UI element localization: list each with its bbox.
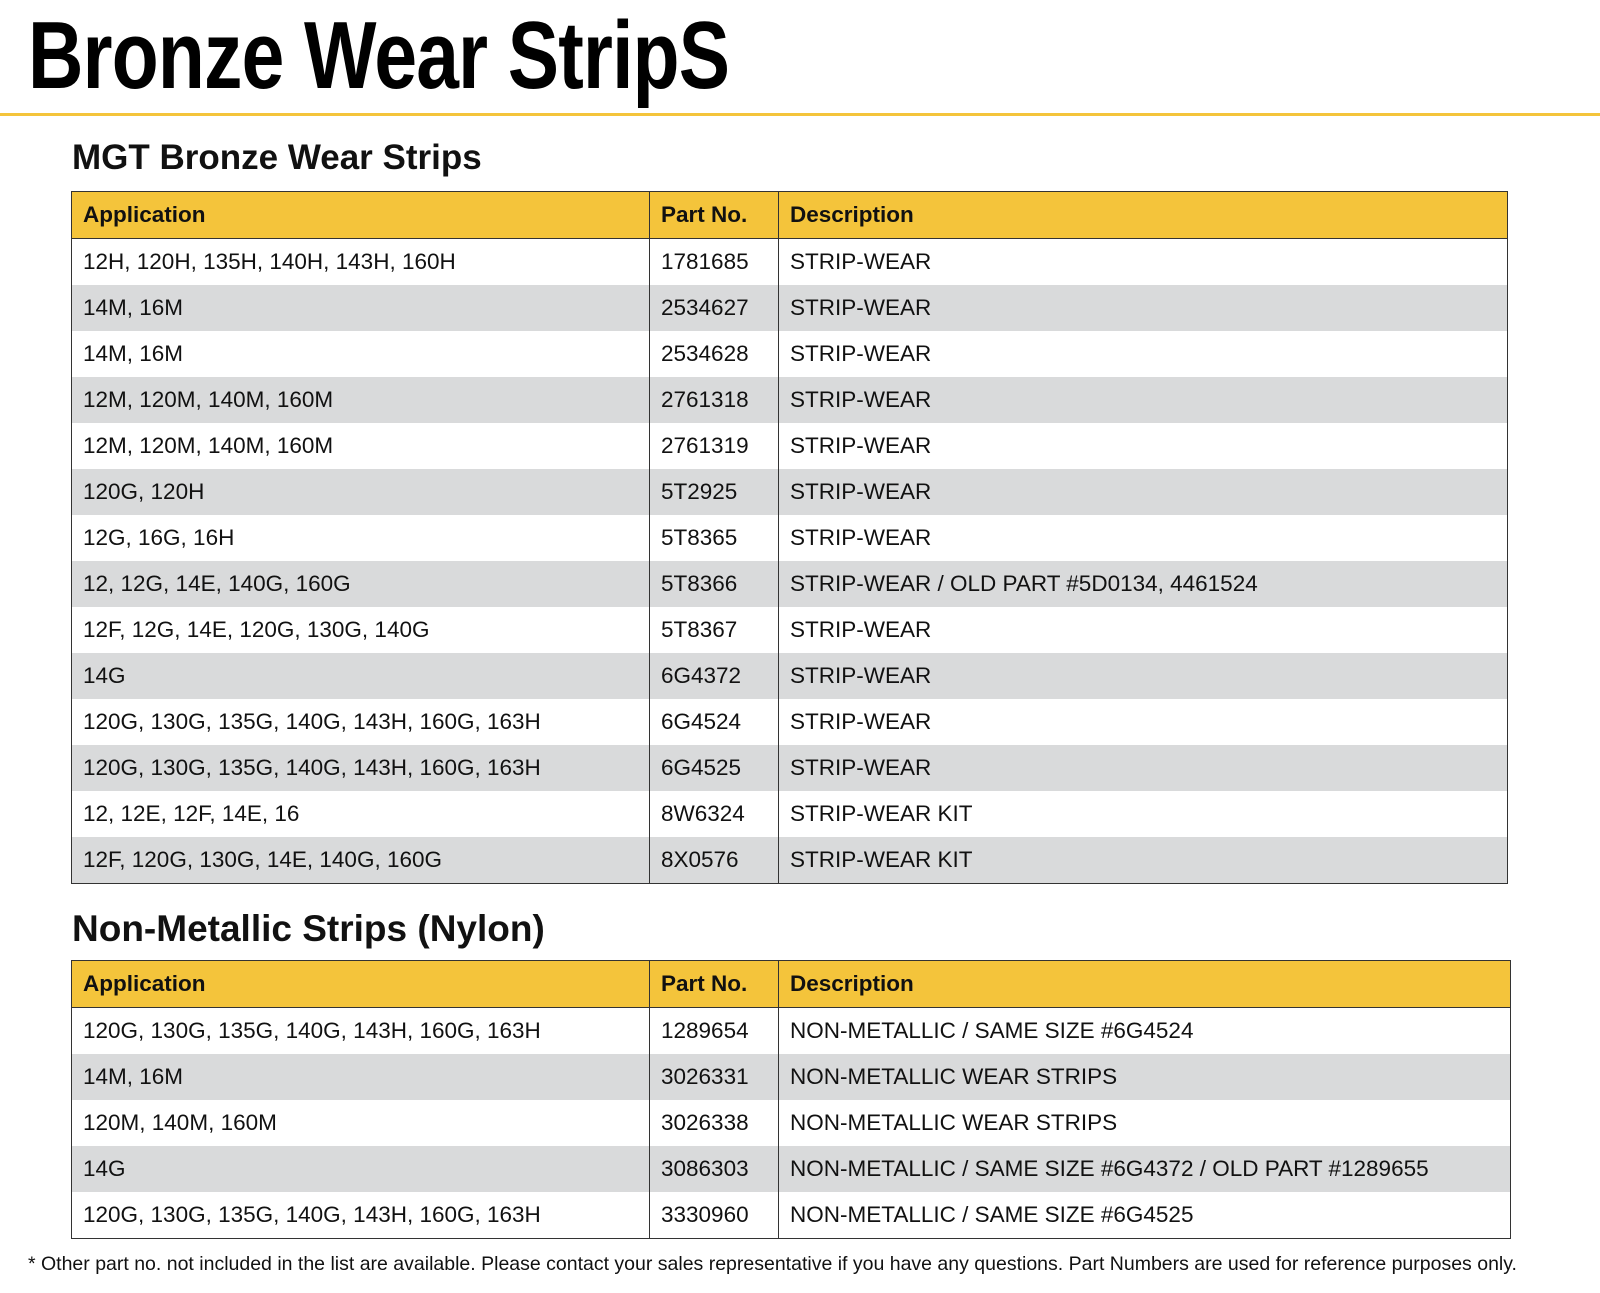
cell-description: NON-METALLIC / SAME SIZE #6G4524 <box>779 1008 1511 1055</box>
cell-application: 120M, 140M, 160M <box>72 1100 650 1146</box>
column-header-description: Description <box>779 192 1508 239</box>
title-divider <box>0 113 1600 116</box>
table-row <box>72 1008 1511 1055</box>
cell-application: 12M, 120M, 140M, 160M <box>72 423 650 469</box>
cell-application: 120G, 120H <box>72 469 650 515</box>
nylon-section-heading: Non-Metallic Strips (Nylon) <box>72 908 545 949</box>
cell-part-no: 6G4525 <box>650 745 779 791</box>
cell-description: STRIP-WEAR <box>779 239 1508 286</box>
cell-part-no: 8X0576 <box>650 837 779 884</box>
column-header-part-no: Part No. <box>650 961 779 1008</box>
cell-application: 120G, 130G, 135G, 140G, 143H, 160G, 163H <box>72 745 650 791</box>
table-row <box>72 745 1508 791</box>
table-row <box>72 837 1508 884</box>
table-row <box>72 515 1508 561</box>
table-row <box>72 1100 1511 1146</box>
cell-description: STRIP-WEAR <box>779 515 1508 561</box>
mgt-section-heading: MGT Bronze Wear Strips <box>72 138 482 177</box>
cell-description: STRIP-WEAR <box>779 331 1508 377</box>
cell-description: STRIP-WEAR <box>779 377 1508 423</box>
cell-description: STRIP-WEAR <box>779 423 1508 469</box>
cell-application: 12, 12E, 12F, 14E, 16 <box>72 791 650 837</box>
cell-application: 120G, 130G, 135G, 140G, 143H, 160G, 163H <box>72 1008 650 1055</box>
cell-application: 12H, 120H, 135H, 140H, 143H, 160H <box>72 239 650 286</box>
cell-description: STRIP-WEAR <box>779 699 1508 745</box>
nylon-parts-table <box>71 960 1511 1239</box>
page-title: Bronze Wear StripS <box>28 2 730 109</box>
cell-description: STRIP-WEAR KIT <box>779 837 1508 884</box>
table-row <box>72 331 1508 377</box>
cell-part-no: 3330960 <box>650 1192 779 1239</box>
table-row <box>72 1146 1511 1192</box>
cell-application: 120G, 130G, 135G, 140G, 143H, 160G, 163H <box>72 699 650 745</box>
cell-application: 14G <box>72 1146 650 1192</box>
cell-application: 12, 12G, 14E, 140G, 160G <box>72 561 650 607</box>
cell-part-no: 1781685 <box>650 239 779 286</box>
table-row <box>72 561 1508 607</box>
table-header-row <box>72 961 1511 1008</box>
cell-description: NON-METALLIC / SAME SIZE #6G4525 <box>779 1192 1511 1239</box>
table-row <box>72 239 1508 286</box>
column-header-description: Description <box>779 961 1511 1008</box>
cell-part-no: 2761318 <box>650 377 779 423</box>
cell-part-no: 2534627 <box>650 285 779 331</box>
column-header-part-no: Part No. <box>650 192 779 239</box>
cell-part-no: 6G4372 <box>650 653 779 699</box>
cell-description: NON-METALLIC / SAME SIZE #6G4372 / OLD PART #1289655 <box>779 1146 1511 1192</box>
table-row <box>72 377 1508 423</box>
cell-application: 14G <box>72 653 650 699</box>
cell-part-no: 8W6324 <box>650 791 779 837</box>
cell-description: STRIP-WEAR KIT <box>779 791 1508 837</box>
cell-description: NON-METALLIC WEAR STRIPS <box>779 1054 1511 1100</box>
column-header-application: Application <box>72 192 650 239</box>
cell-application: 12F, 12G, 14E, 120G, 130G, 140G <box>72 607 650 653</box>
cell-part-no: 2534628 <box>650 331 779 377</box>
cell-part-no: 5T8367 <box>650 607 779 653</box>
cell-description: STRIP-WEAR <box>779 745 1508 791</box>
cell-description: STRIP-WEAR <box>779 607 1508 653</box>
cell-part-no: 5T2925 <box>650 469 779 515</box>
mgt-parts-table <box>71 191 1508 884</box>
table-row <box>72 791 1508 837</box>
cell-description: NON-METALLIC WEAR STRIPS <box>779 1100 1511 1146</box>
table-row <box>72 285 1508 331</box>
cell-part-no: 6G4524 <box>650 699 779 745</box>
table-header-row <box>72 192 1508 239</box>
cell-part-no: 3026331 <box>650 1054 779 1100</box>
cell-part-no: 1289654 <box>650 1008 779 1055</box>
cell-application: 12G, 16G, 16H <box>72 515 650 561</box>
cell-description: STRIP-WEAR <box>779 469 1508 515</box>
cell-part-no: 5T8366 <box>650 561 779 607</box>
cell-application: 14M, 16M <box>72 1054 650 1100</box>
cell-part-no: 2761319 <box>650 423 779 469</box>
table-row <box>72 423 1508 469</box>
cell-part-no: 5T8365 <box>650 515 779 561</box>
table-row <box>72 1054 1511 1100</box>
cell-application: 14M, 16M <box>72 285 650 331</box>
table-row <box>72 469 1508 515</box>
cell-application: 12F, 120G, 130G, 14E, 140G, 160G <box>72 837 650 884</box>
table-row <box>72 699 1508 745</box>
cell-part-no: 3026338 <box>650 1100 779 1146</box>
table-row <box>72 653 1508 699</box>
table-row <box>72 1192 1511 1239</box>
table-row <box>72 607 1508 653</box>
cell-description: STRIP-WEAR <box>779 285 1508 331</box>
column-header-application: Application <box>72 961 650 1008</box>
footnote: * Other part no. not included in the list are available. Please contact your sales representative if you have any questions. Part Numbers are used for reference purposes only. <box>28 1253 1517 1275</box>
cell-description: STRIP-WEAR <box>779 653 1508 699</box>
cell-part-no: 3086303 <box>650 1146 779 1192</box>
cell-application: 120G, 130G, 135G, 140G, 143H, 160G, 163H <box>72 1192 650 1239</box>
cell-description: STRIP-WEAR / OLD PART #5D0134, 4461524 <box>779 561 1508 607</box>
cell-application: 14M, 16M <box>72 331 650 377</box>
cell-application: 12M, 120M, 140M, 160M <box>72 377 650 423</box>
